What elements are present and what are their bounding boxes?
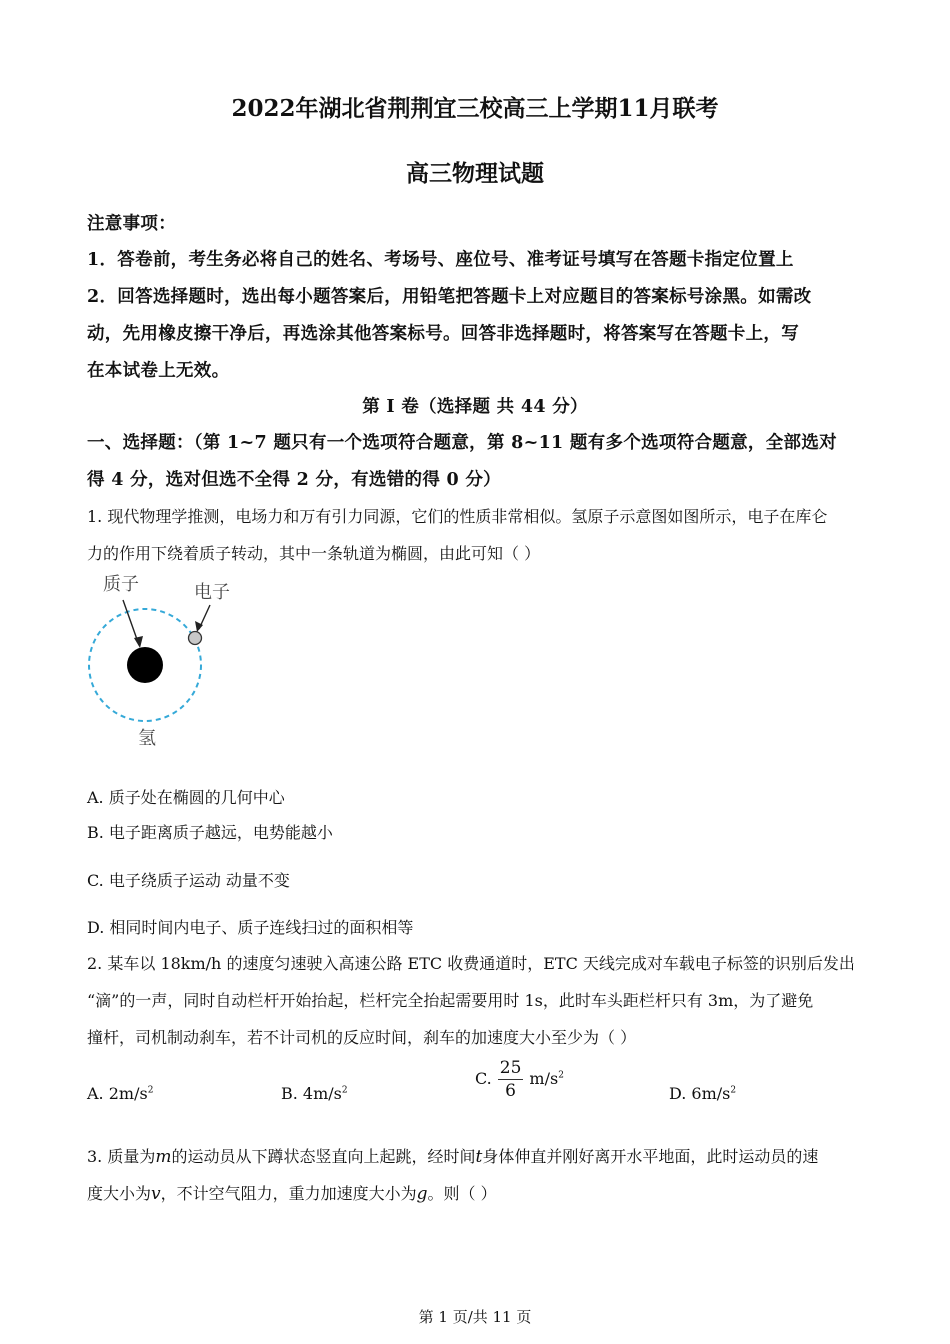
hydrogen-atom-diagram xyxy=(80,568,260,758)
electron xyxy=(189,632,202,645)
q2-stem-line-3: 撞杆，司机制动刹车，若不计司机的反应时间，刹车的加速度大小至少为（ ） xyxy=(87,1028,637,1047)
page-number: 第 1 页/共 11 页 xyxy=(418,1308,532,1326)
proton-label: 质子 xyxy=(103,574,139,595)
electron-label: 电子 xyxy=(194,582,230,603)
notice-item-2-line-1: 2．回答选择题时，选出每小题答案后，用铅笔把答题卡上对应题目的答案标号涂黑。如需改 xyxy=(87,287,812,307)
fraction: $\frac{25}{6}$ xyxy=(499,1058,522,1101)
proton-arrowhead xyxy=(134,636,143,648)
hydrogen-label: 氢 xyxy=(138,728,156,749)
section-instructions-line-2: 得 4 分，选对但选不全得 2 分，有选错的得 0 分） xyxy=(87,470,501,490)
q2-stem-line-1: 2. 某车以 18km/h 的速度匀速驶入高速公路 ETC 收费通道时，ETC 天线完成对车载电子标签的识别后发出 xyxy=(87,954,855,973)
q1-option-a: A. 质子处在椭圆的几何中心 xyxy=(87,788,285,807)
section-instructions-line-1: 一、选择题：（第 1~7 题只有一个选项符合题意，第 8~11 题有多个选项符合题意，全部选对 xyxy=(87,433,837,453)
q1-stem-line-1: 1. 现代物理学推测，电场力和万有引力同源，它们的性质非常相似。氢原子示意图如图所示，电子在库仑 xyxy=(87,507,828,526)
section-title: 第 I 卷（选择题 共 44 分） xyxy=(362,397,588,417)
exam-subtitle: 高三物理试题 xyxy=(406,160,544,187)
q2-option-b: B. $4m/s^2$ xyxy=(281,1084,348,1103)
q3-stem-line-1: 3. 质量为m的运动员从下蹲状态竖直向上起跳，经时间t身体伸直并刚好离开水平地面，此时运动员的速 xyxy=(87,1147,819,1167)
q2-stem-line-2: “滴”的一声，同时自动栏杆开始抬起，栏杆完全抬起需要用时 1s，此时车头距栏杆只有 3m，为了避免 xyxy=(87,991,814,1010)
q2-option-d: D. $6m/s^2$ xyxy=(669,1084,737,1103)
notice-heading: 注意事项： xyxy=(87,214,176,234)
notice-item-2-line-3: 在本试卷上无效。 xyxy=(87,361,230,381)
proton xyxy=(127,647,163,683)
notice-item-1: 1．答卷前，考生务必将自己的姓名、考场号、座位号、准考证号填写在答题卡指定位置上 xyxy=(87,250,794,270)
notice-item-2-line-2: 动，先用橡皮擦干净后，再选涂其他答案标号。回答非选择题时，将答案写在答题卡上，写 xyxy=(87,324,799,344)
q3-stem-line-2: 度大小为v，不计空气阻力，重力加速度大小为g。则（ ） xyxy=(87,1184,497,1204)
exam-title: 2022年湖北省荆荆宜三校高三上学期11月联考 xyxy=(231,95,719,122)
q2-option-c: C. $\frac{25}{6}$ $m/s^2$ xyxy=(475,1058,564,1101)
q1-option-d: D. 相同时间内电子、质子连线扫过的面积相等 xyxy=(87,918,414,937)
q1-option-b: B. 电子距离质子越远，电势能越小 xyxy=(87,823,333,842)
q2-option-a: A. $2m/s^2$ xyxy=(87,1084,154,1103)
q1-option-c: C. 电子绕质子运动 动量不变 xyxy=(87,871,290,890)
q1-stem-line-2: 力的作用下绕着质子转动，其中一条轨道为椭圆，由此可知（ ） xyxy=(87,544,541,563)
